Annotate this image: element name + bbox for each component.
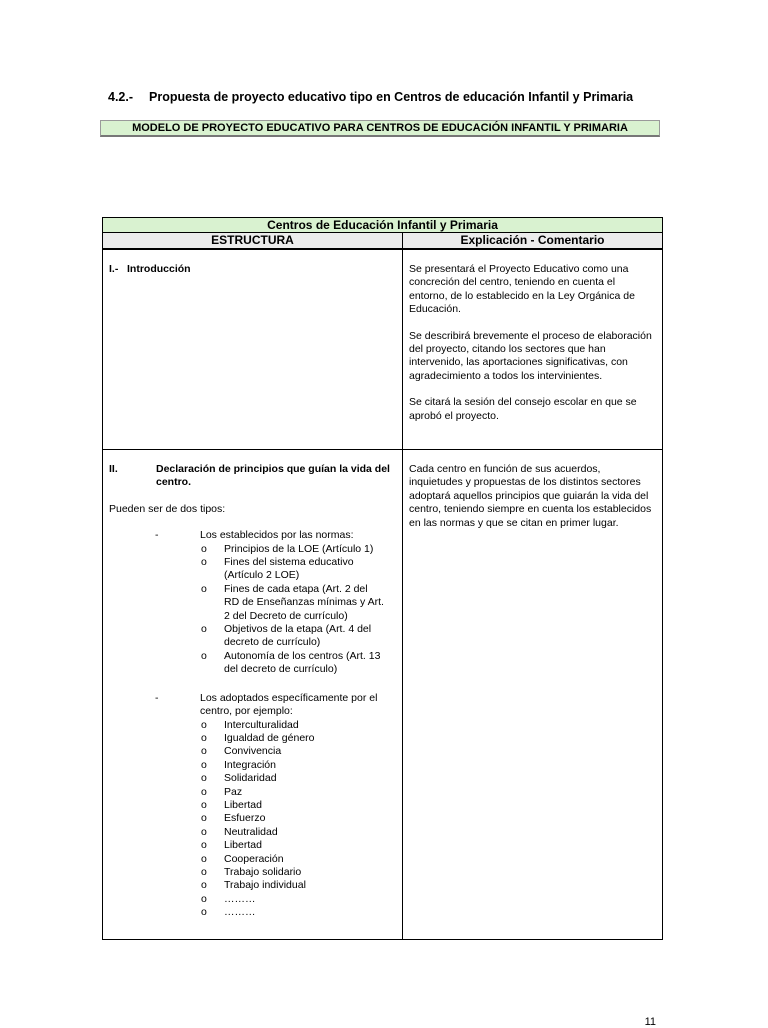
group-2-list xyxy=(109,719,396,920)
list-item: o Fines de cada etapa (Art. 2 del RD de Enseñanzas mínimas y Art. 2 del Decreto de currículo) xyxy=(201,582,384,622)
bullet-marker: o xyxy=(201,906,207,919)
column-header-structure: ESTRUCTURA xyxy=(103,233,403,250)
bullet-marker: o xyxy=(201,758,207,771)
group-1-list xyxy=(109,543,396,677)
list-item: o Integración xyxy=(201,758,276,771)
bullet-marker: o xyxy=(201,785,207,798)
bullet-marker: o xyxy=(201,865,207,878)
comment-cell xyxy=(403,450,663,940)
structure-cell xyxy=(103,249,403,450)
list-item: o Cooperación xyxy=(201,852,284,865)
section-2-label: Declaración de principios que guían la vida del centro. xyxy=(156,463,390,489)
section-2-number: II. xyxy=(109,463,118,475)
bullet-marker: o xyxy=(201,745,207,758)
list-item: o Igualdad de género xyxy=(201,731,315,744)
model-banner: MODELO DE PROYECTO EDUCATIVO PARA CENTROS DE EDUCACIÓN INFANTIL Y PRIMARIA xyxy=(100,120,660,137)
list-item: o Objetivos de la etapa (Art. 4 del decreto de currículo) xyxy=(201,623,372,649)
bullet-marker: o xyxy=(201,879,207,892)
structure-table xyxy=(102,217,663,940)
list-item: o Solidaridad xyxy=(201,772,277,785)
bullet-marker: o xyxy=(201,582,207,595)
bullet-marker: o xyxy=(201,623,207,636)
bullet-marker: o xyxy=(201,798,207,811)
list-item: o Libertad xyxy=(201,798,262,811)
group-2 xyxy=(109,692,396,719)
bullet-marker: o xyxy=(201,649,207,662)
list-item: o Principios de la LOE (Artículo 1) xyxy=(201,542,374,555)
list-item: o Fines del sistema educativo (Artículo 2 LOE) xyxy=(201,556,354,582)
list-item: o Convivencia xyxy=(201,745,282,758)
list-item: o ……… xyxy=(201,892,256,905)
table-title-row xyxy=(103,218,663,233)
bullet-marker: o xyxy=(201,772,207,785)
section-number: 4.2.- xyxy=(108,90,134,104)
comment-paragraph: Se presentará el Proyecto Educativo como una concreción del centro, teniendo en cuenta el entorno, de lo establecido en la Ley Orgánica de Educación. xyxy=(409,263,635,316)
list-item: o Esfuerzo xyxy=(201,812,266,825)
list-item: o Paz xyxy=(201,785,243,798)
table-header-row xyxy=(103,233,663,250)
group-1-label: Los establecidos por las normas: xyxy=(200,529,354,542)
list-item: o Autonomía de los centros (Art. 13 del decreto de currículo) xyxy=(201,649,381,676)
comment-paragraph: Se citará la sesión del consejo escolar en que se aprobó el proyecto. xyxy=(409,396,637,422)
table-title: Centros de Educación Infantil y Primaria xyxy=(103,218,663,233)
dash-marker: - xyxy=(155,529,159,542)
bullet-marker: o xyxy=(201,556,207,569)
list-item: o Interculturalidad xyxy=(201,718,299,731)
dash-marker: - xyxy=(155,691,159,704)
comment-paragraph: Se describirá brevemente el proceso de elaboración del proyecto, citando los sectores que han intervenido, las aportaciones significativas, con agradecimiento a todos los intervinientes. xyxy=(409,329,652,382)
bullet-marker: o xyxy=(201,892,207,905)
group-1 xyxy=(109,529,396,542)
table-row xyxy=(103,249,663,450)
column-header-comment: Explicación - Comentario xyxy=(403,233,663,250)
bullet-marker: o xyxy=(201,839,207,852)
bullet-marker: o xyxy=(201,731,207,744)
section-2-title xyxy=(109,463,396,490)
list-item: o Libertad xyxy=(201,839,262,852)
bullet-marker: o xyxy=(201,852,207,865)
group-2-label: Los adoptados específicamente por el centro, por ejemplo: xyxy=(200,691,378,718)
bullet-marker: o xyxy=(201,825,207,838)
bullet-marker: o xyxy=(201,718,207,731)
list-item: o Trabajo solidario xyxy=(201,865,302,878)
structure-cell xyxy=(103,450,403,940)
bullet-marker: o xyxy=(201,812,207,825)
table-row xyxy=(103,450,663,940)
list-item: o Neutralidad xyxy=(201,825,278,838)
section-1-number: I.- xyxy=(109,263,119,275)
section-1-label: Introducción xyxy=(127,263,191,275)
section-title: Propuesta de proyecto educativo tipo en Centros de educación Infantil y Primaria xyxy=(149,90,634,104)
list-item: o Trabajo individual xyxy=(201,879,306,892)
list-item: o ……… xyxy=(201,906,256,919)
section-heading xyxy=(108,90,708,104)
section-1-title xyxy=(109,263,396,276)
bullet-marker: o xyxy=(201,542,207,555)
comment-cell xyxy=(403,249,663,450)
section-2-intro: Pueden ser de dos tipos: xyxy=(109,502,226,515)
page-number: 11 xyxy=(644,1016,656,1028)
comment-paragraph: Cada centro en función de sus acuerdos, inquietudes y propuestas de los distintos sectores adoptará aquellos principios que guiarán la vida del centro, teniendo siempre en cuenta los establecidos en las normas y que se citan en primer lugar. xyxy=(409,463,652,529)
